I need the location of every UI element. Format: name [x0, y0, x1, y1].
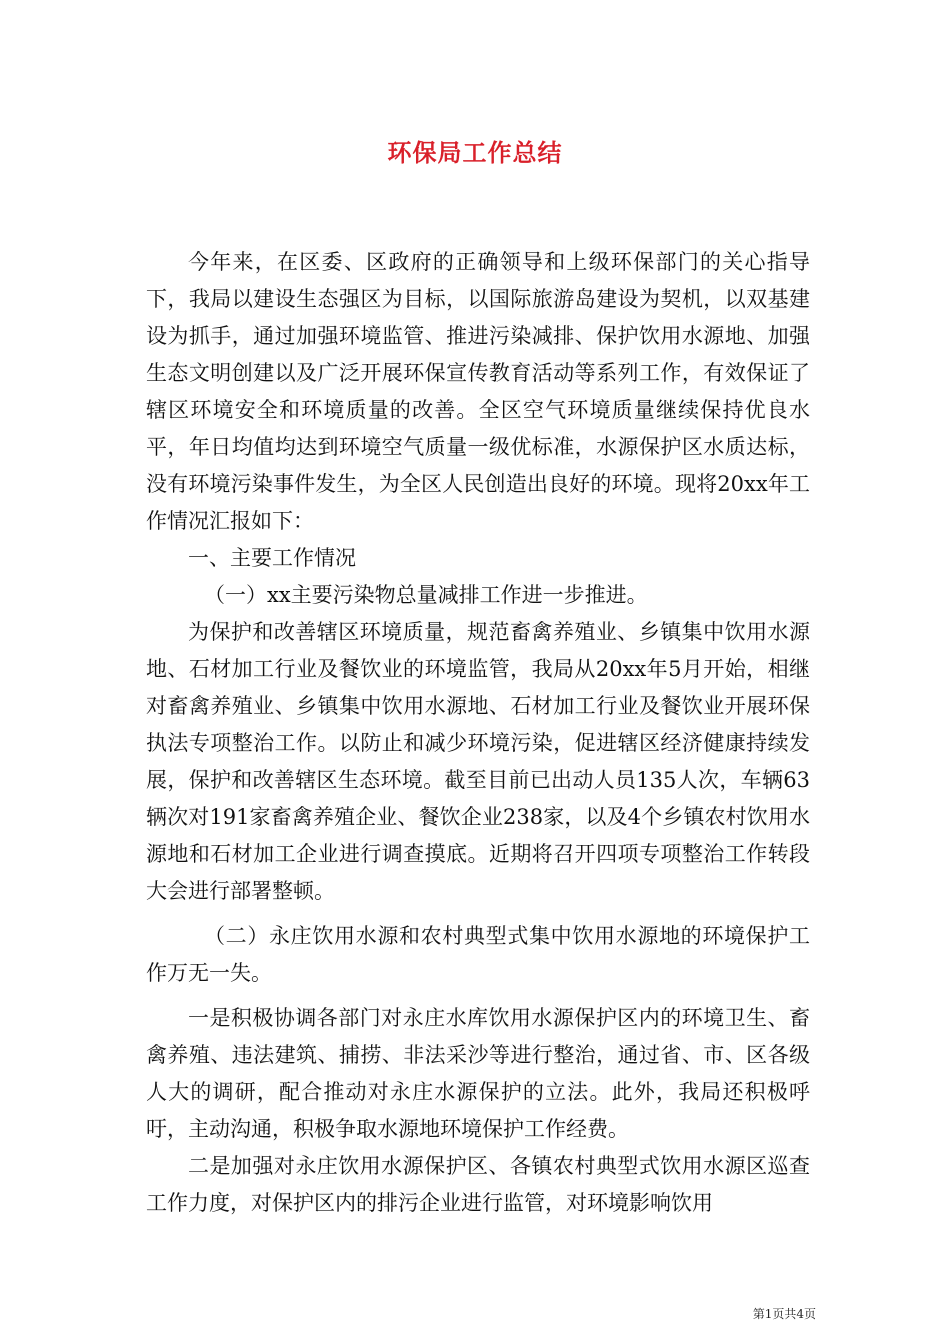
paragraph-water-source-two: 二是加强对永庄饮用水源保护区、各镇农村典型式饮用水源区巡查工作力度，对保护区内的排污企业进行监管，对环境影响饮用 [146, 1154, 810, 1215]
section-heading-main-work: 一、主要工作情况 [188, 546, 356, 570]
paragraph-water-source-one: 一是积极协调各部门对永庄水库饮用水源保护区内的环境卫生、畜禽养殖、违法建筑、捕捞、非法采沙等进行整治，通过省、市、区各级人大的调研，配合推动对永庄水源保护的立法。此外，我局还积极呼吁，主动沟通，积极争取水源地环境保护工作经费。 [146, 1006, 810, 1141]
paragraph-emission-reduction: 为保护和改善辖区环境质量，规范畜禽养殖业、乡镇集中饮用水源地、石材加工行业及餐饮业的环境监管，我局从20xx年5月开始，相继对畜禽养殖业、乡镇集中饮用水源地、石材加工行业及餐饮业开展环保执法专项整治工作。以防止和减少环境污染，促进辖区经济健康持续发展，保护和改善辖区生态环境。截至目前已出动人员135人次，车辆63辆次对191家畜禽养殖企业、餐饮企业238家，以及4个乡镇农村饮用水源地和石材加工企业进行调查摸底。近期将召开四项专项整治工作转段大会进行部署整顿。 [146, 620, 810, 903]
subsection-heading-water-source: （二）永庄饮用水源和农村典型式集中饮用水源地的环境保护工作万无一失。 [146, 924, 810, 985]
document-title: 环保局工作总结 [387, 138, 563, 167]
page-number-footer: 第1页共4页 [752, 1307, 816, 1321]
subsection-heading-emission-reduction: （一）xx主要污染物总量减排工作进一步推进。 [204, 583, 648, 607]
paragraph-intro: 今年来，在区委、区政府的正确领导和上级环保部门的关心指导下，我局以建设生态强区为目标，以国际旅游岛建设为契机，以双基建设为抓手，通过加强环境监管、推进污染减排、保护饮用水源地、加强生态文明创建以及广泛开展环保宣传教育活动等系列工作，有效保证了辖区环境安全和环境质量的改善。全区空气环境质量继续保持优良水平，年日均值均达到环境空气质量一级优标准，水源保护区水质达标，没有环境污染事件发生，为全区人民创造出良好的环境。现将20xx年工作情况汇报如下： [146, 250, 810, 533]
document-body [146, 244, 810, 1222]
